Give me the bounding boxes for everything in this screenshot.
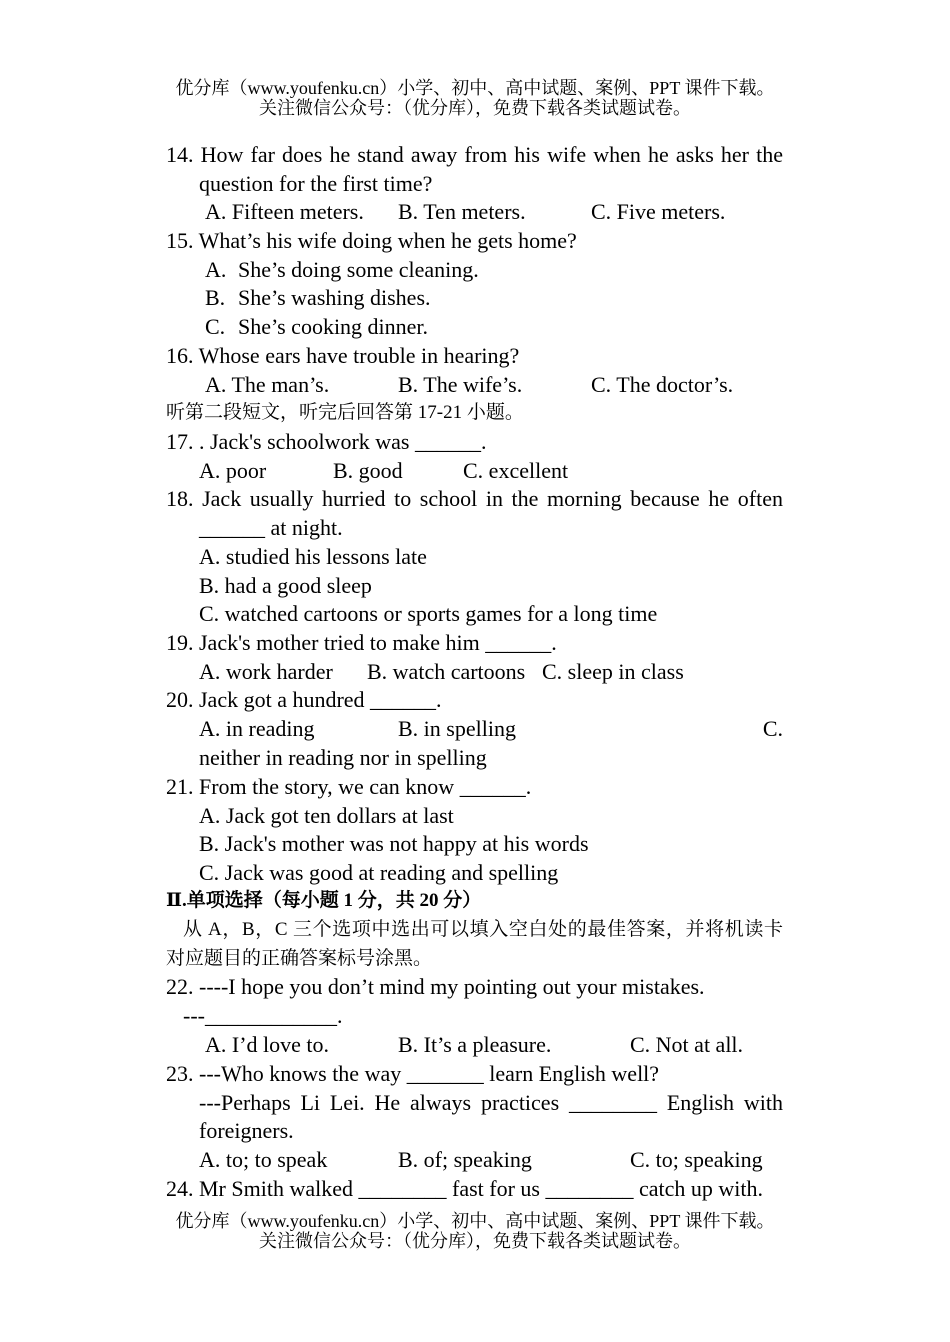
q20-option-c-letter: C. bbox=[762, 716, 783, 741]
q20-option-c-text: neither in reading nor in spelling bbox=[199, 745, 487, 770]
q14-stem-line-2: question for the first time? bbox=[199, 171, 433, 196]
section2-instructions-line-1: 从 A，B，C 三个选项中选出可以填入空白处的最佳答案，并将机读卡 bbox=[183, 919, 783, 940]
q23-option-a: A. to; to speak bbox=[199, 1147, 328, 1172]
q18-stem-line-1: 18. Jack usually hurried to school in the morning because he often bbox=[166, 486, 783, 511]
q14-option-c: C. Five meters. bbox=[591, 199, 726, 224]
q22-option-c: C. Not at all. bbox=[630, 1032, 744, 1057]
passage2-note: 听第二段短文，听完后回答第 17-21 小题。 bbox=[166, 402, 524, 423]
q21-stem: 21. From the story, we can know ______. bbox=[166, 774, 532, 799]
q21-option-c: C. Jack was good at reading and spelling bbox=[199, 860, 559, 885]
q15-option-c-letter: C. bbox=[205, 314, 226, 339]
q21-option-a: A. Jack got ten dollars at last bbox=[199, 803, 454, 828]
q23-option-c: C. to; speaking bbox=[630, 1147, 763, 1172]
q15-stem: 15. What’s his wife doing when he gets home? bbox=[166, 228, 577, 253]
q14-option-a: A. Fifteen meters. bbox=[205, 199, 364, 224]
q15-option-a-letter: A. bbox=[205, 257, 227, 282]
q17-stem: 17. . Jack's schoolwork was ______. bbox=[166, 429, 487, 454]
q16-option-b: B. The wife’s. bbox=[398, 372, 523, 397]
section2-title: Ⅱ.单项选择（每小题 1 分，共 20 分） bbox=[166, 890, 482, 911]
q14-option-b: B. Ten meters. bbox=[398, 199, 526, 224]
q24-stem: 24. Mr Smith walked ________ fast for us ________ catch up with. bbox=[166, 1176, 763, 1201]
q19-option-c: C. sleep in class bbox=[542, 659, 684, 684]
q21-option-b: B. Jack's mother was not happy at his words bbox=[199, 831, 589, 856]
q22-stem-line-1: 22. ----I hope you don’t mind my pointing out your mistakes. bbox=[166, 974, 705, 999]
q19-stem: 19. Jack's mother tried to make him ______. bbox=[166, 630, 557, 655]
q17-option-c: C. excellent bbox=[463, 458, 569, 483]
q18-option-a: A. studied his lessons late bbox=[199, 544, 427, 569]
q16-option-c: C. The doctor’s. bbox=[591, 372, 734, 397]
q23-stem-line-3: foreigners. bbox=[199, 1118, 294, 1143]
q19-option-a: A. work harder bbox=[199, 659, 333, 684]
q16-stem: 16. Whose ears have trouble in hearing? bbox=[166, 343, 520, 368]
header-line-2: 关注微信公众号：（优分库），免费下载各类试题试卷。 bbox=[259, 98, 691, 118]
q15-option-a-text: She’s doing some cleaning. bbox=[238, 257, 479, 282]
section2-instructions-line-2: 对应题目的正确答案标号涂黑。 bbox=[166, 948, 433, 969]
q22-option-a: A. I’d love to. bbox=[205, 1032, 330, 1057]
q18-option-b: B. had a good sleep bbox=[199, 573, 372, 598]
q15-option-b-text: She’s washing dishes. bbox=[238, 285, 431, 310]
q18-option-c: C. watched cartoons or sports games for a long time bbox=[199, 601, 658, 626]
q16-option-a: A. The man’s. bbox=[205, 372, 330, 397]
q22-option-b: B. It’s a pleasure. bbox=[398, 1032, 552, 1057]
q17-option-b: B. good bbox=[333, 458, 403, 483]
q18-stem-line-2: ______ at night. bbox=[199, 515, 343, 540]
q15-option-c-text: She’s cooking dinner. bbox=[238, 314, 429, 339]
footer-line-2: 关注微信公众号：（优分库），免费下载各类试题试卷。 bbox=[259, 1231, 691, 1251]
q20-option-a: A. in reading bbox=[199, 716, 315, 741]
q23-option-b: B. of; speaking bbox=[398, 1147, 532, 1172]
header-line-1: 优分库（www.youfenku.cn）小学、初中、高中试题、案例、PPT 课件下载。 bbox=[175, 78, 775, 98]
q20-option-b: B. in spelling bbox=[398, 716, 516, 741]
q23-stem-line-2: ---Perhaps Li Lei. He always practices ________ English with bbox=[199, 1090, 783, 1115]
footer-line-1: 优分库（www.youfenku.cn）小学、初中、高中试题、案例、PPT 课件下载。 bbox=[175, 1211, 775, 1231]
q17-option-a: A. poor bbox=[199, 458, 267, 483]
q19-option-b: B. watch cartoons bbox=[367, 659, 526, 684]
q15-option-b-letter: B. bbox=[205, 285, 226, 310]
q14-stem-line-1: 14. How far does he stand away from his wife when he asks her the bbox=[166, 142, 783, 167]
q22-stem-line-2: ---____________. bbox=[183, 1003, 343, 1028]
q23-stem-line-1: 23. ---Who knows the way _______ learn English well? bbox=[166, 1061, 660, 1086]
q20-stem: 20. Jack got a hundred ______. bbox=[166, 687, 442, 712]
